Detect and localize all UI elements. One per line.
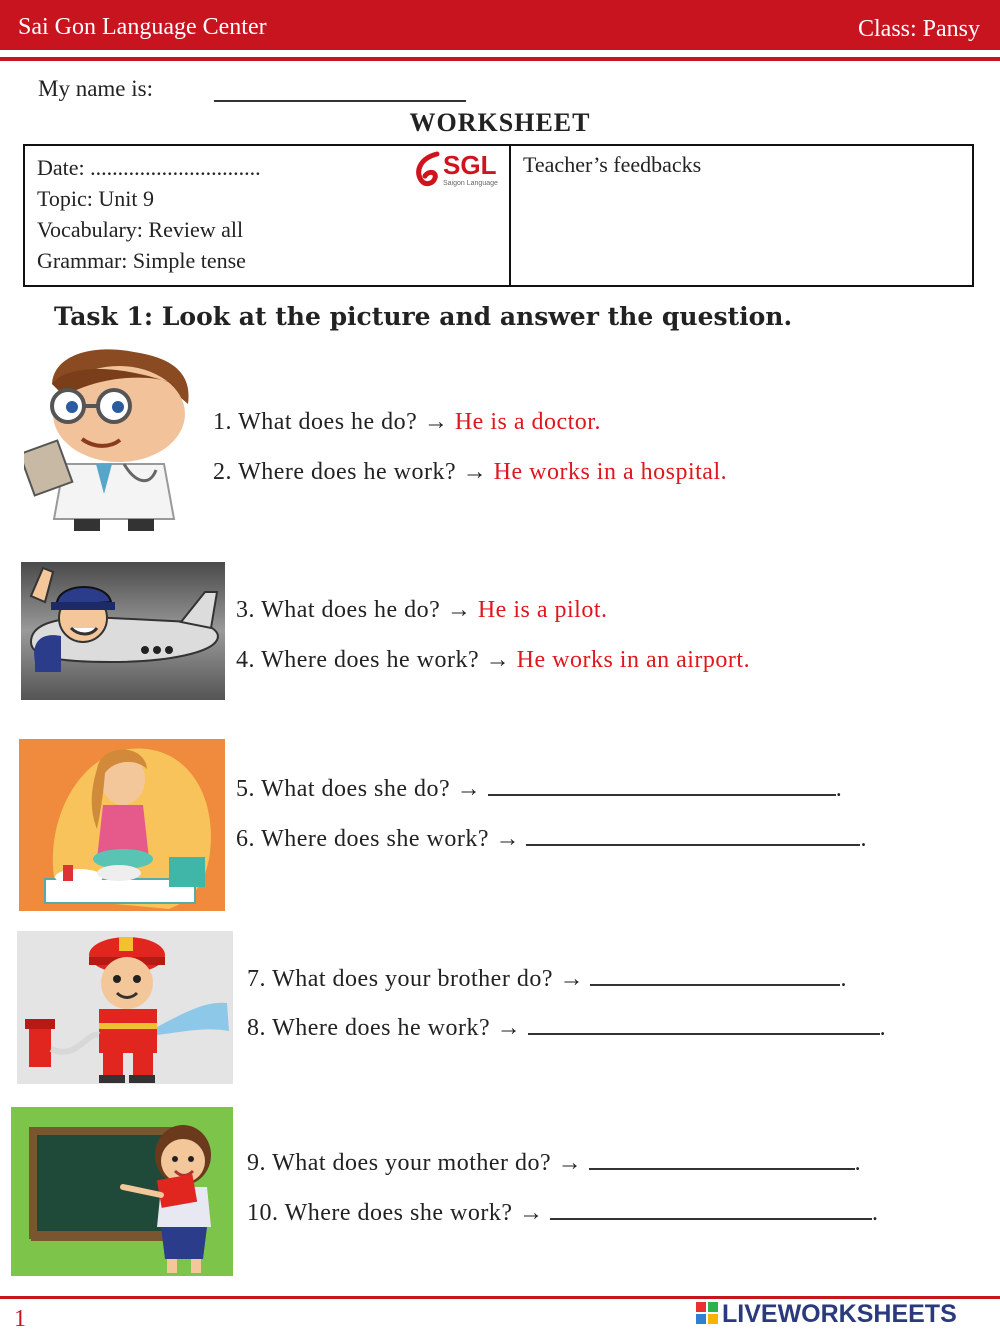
- task-title: Task 1: Look at the picture and answer the question.: [54, 302, 793, 331]
- question-text: 3. What does he do? →: [236, 597, 472, 623]
- question-8: 8. Where does he work? → .: [247, 1015, 887, 1041]
- vocabulary-line: Vocabulary: Review all: [37, 217, 244, 242]
- footer-divider: [0, 1296, 1000, 1299]
- sgl-swirl-icon: [413, 150, 443, 190]
- liveworksheets-icon: [696, 1300, 720, 1328]
- question-text: 10. Where does she work? →: [247, 1200, 544, 1226]
- answer-text: He works in an airport.: [516, 647, 751, 673]
- cleaner-picture: [19, 739, 225, 911]
- question-5: 5. What does she do? → .: [236, 776, 843, 802]
- doctor-picture: [24, 344, 196, 534]
- liveworksheets-logo[interactable]: [696, 1300, 996, 1330]
- answer-blank-8[interactable]: [528, 1015, 880, 1035]
- name-input-blank[interactable]: [214, 100, 466, 102]
- question-text: 6. Where does she work? →: [236, 826, 520, 852]
- class-label: Class: Pansy: [857, 16, 980, 42]
- teacher-picture: [11, 1107, 233, 1276]
- question-text: 4. Where does he work? →: [236, 647, 511, 673]
- header-divider: [0, 57, 1000, 61]
- answer-text: He works in a hospital.: [493, 459, 728, 485]
- question-9: 9. What does your mother do? → .: [247, 1150, 862, 1176]
- answer-blank-6[interactable]: [526, 826, 860, 846]
- grammar-line: Grammar: Simple tense: [37, 248, 246, 273]
- answer-text: He is a pilot.: [477, 597, 608, 623]
- header-bar: [0, 0, 1000, 50]
- pilot-picture: [21, 562, 225, 700]
- answer-text: He is a doctor.: [454, 409, 601, 435]
- question-text: 7. What does your brother do? →: [247, 966, 584, 992]
- liveworksheets-text: LIVEWORKSHEETS: [722, 1300, 957, 1328]
- info-divider: [509, 146, 511, 285]
- answer-blank-10[interactable]: [550, 1200, 872, 1220]
- page-number: 1: [14, 1306, 26, 1332]
- question-text: 1. What does he do? →: [213, 409, 449, 435]
- answer-blank-7[interactable]: [590, 966, 840, 986]
- question-3: [236, 597, 608, 624]
- question-1: [213, 409, 601, 436]
- question-7: 7. What does your brother do? → .: [247, 966, 847, 992]
- answer-blank-5[interactable]: [488, 776, 836, 796]
- name-label: My name is:: [38, 76, 153, 101]
- question-2: [213, 459, 727, 486]
- question-text: 5. What does she do? →: [236, 776, 482, 802]
- sgl-logo: [413, 150, 509, 194]
- teacher-feedback-label: Teacher’s feedbacks: [523, 152, 702, 177]
- question-4: [236, 647, 750, 674]
- answer-blank-9[interactable]: [589, 1150, 855, 1170]
- question-text: 2. Where does he work? →: [213, 459, 488, 485]
- question-10: 10. Where does she work? → .: [247, 1200, 879, 1226]
- logo-subtext: Saigon Language: [443, 180, 498, 187]
- info-box: [23, 144, 974, 287]
- info-lines: [37, 152, 261, 276]
- logo-text: SGL: [443, 150, 497, 180]
- date-line: Date: ...............................: [37, 155, 261, 180]
- center-name: Sai Gon Language Center: [18, 14, 267, 40]
- topic-line: Topic: Unit 9: [37, 186, 155, 211]
- question-6: 6. Where does she work? → .: [236, 826, 867, 852]
- worksheet-title: WORKSHEET: [409, 108, 591, 137]
- firefighter-picture: [17, 931, 233, 1084]
- question-text: 8. Where does he work? →: [247, 1015, 522, 1041]
- question-text: 9. What does your mother do? →: [247, 1150, 583, 1176]
